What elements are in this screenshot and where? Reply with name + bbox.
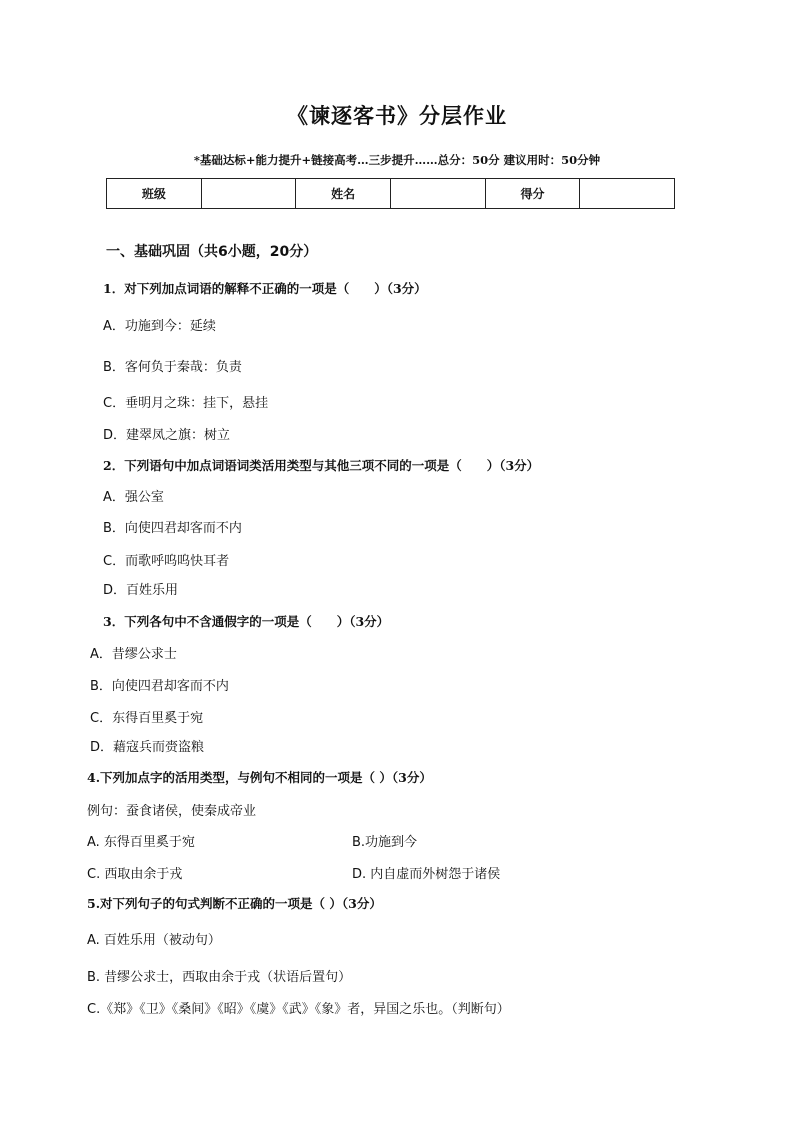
section-heading: 一、基础巩固（共6小题，20分）	[106, 244, 318, 260]
q4-option-c: C. 西取由余于戎	[87, 867, 183, 882]
q1-option-b: B．客何负于秦哉：负责	[103, 360, 242, 375]
table-row	[107, 179, 675, 209]
q1-option-d: D．建翠凤之旗：树立	[103, 428, 231, 443]
score-field[interactable]	[580, 179, 675, 209]
q2-option-c: C．而歌呼呜呜快耳者	[103, 554, 230, 569]
q3-option-b: B．向使四君却客而不内	[90, 679, 229, 694]
class-label: 班级	[107, 179, 202, 209]
name-label: 姓名	[296, 179, 391, 209]
question-1-stem: 1．对下列加点词语的解释不正确的一项是（ ）（3分）	[103, 281, 427, 296]
q3-option-d: D．藉寇兵而赍盗粮	[90, 740, 205, 755]
q3-option-c: C．东得百里奚于宛	[90, 711, 204, 726]
q4-option-b: B.功施到今	[352, 835, 418, 850]
question-4-stem: 4.下列加点字的活用类型，与例句不相同的一项是（ ）（3分）	[87, 770, 432, 785]
student-info-table	[106, 178, 675, 209]
q5-option-a: A. 百姓乐用（被动句）	[87, 933, 221, 948]
q3-option-a: A．昔缪公求士	[90, 647, 177, 662]
q5-option-b: B. 昔缪公求士，西取由余于戎（状语后置句）	[87, 970, 352, 985]
page-title: 《谏逐客书》分层作业	[287, 104, 507, 128]
q4-option-d: D. 内自虚而外树怨于诸侯	[352, 867, 501, 882]
q1-option-a: A．功施到今：延续	[103, 319, 216, 334]
class-field[interactable]	[201, 179, 296, 209]
question-5-stem: 5.对下列句子的句式判断不正确的一项是（ ）（3分）	[87, 896, 382, 911]
name-field[interactable]	[390, 179, 485, 209]
q2-option-a: A．强公室	[103, 490, 164, 505]
q2-option-d: D．百姓乐用	[103, 583, 179, 598]
q4-example: 例句：蚕食诸侯，使秦成帝业	[87, 804, 257, 819]
question-3-stem: 3．下列各句中不含通假字的一项是（ ）（3分）	[103, 614, 390, 629]
score-label: 得分	[485, 179, 580, 209]
page-subtitle: *基础达标+能力提升+链接高考…三步提升……总分：50分 建议用时：50分钟	[193, 153, 601, 167]
q1-option-c: C．垂明月之珠：挂下，悬挂	[103, 396, 269, 411]
q2-option-b: B．向使四君却客而不内	[103, 521, 242, 536]
q5-option-c: C.《郑》《卫》《桑间》《昭》《虞》《武》《象》者，异国之乐也。（判断句）	[87, 1002, 510, 1017]
q4-option-a: A. 东得百里奚于宛	[87, 835, 195, 850]
question-2-stem: 2．下列语句中加点词语词类活用类型与其他三项不同的一项是（ ）（3分）	[103, 458, 540, 473]
